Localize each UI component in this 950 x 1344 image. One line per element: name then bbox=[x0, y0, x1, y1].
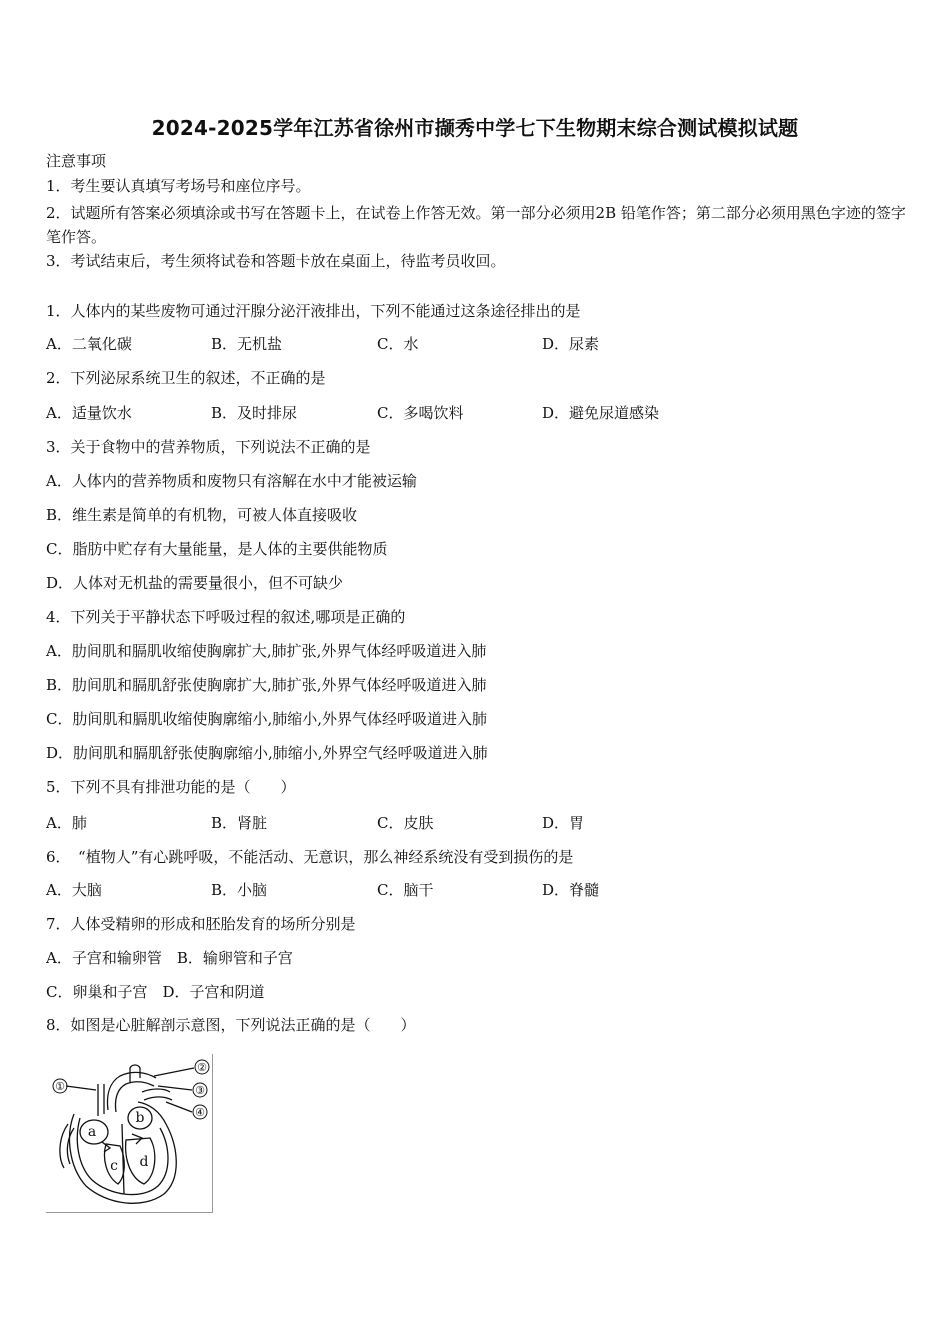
label-4: ④ bbox=[195, 1106, 205, 1119]
question-option: A．大脑 bbox=[46, 881, 102, 899]
question-option: D．人体对无机盐的需要量很小，但不可缺少 bbox=[46, 574, 344, 592]
question-option: A．适量饮水 bbox=[46, 404, 132, 422]
question-option: A．子宫和输卵管 B．输卵管和子宫 bbox=[46, 949, 293, 967]
notice-item: 3．考试结束后，考生须将试卷和答题卡放在桌面上，待监考员收回。 bbox=[46, 252, 506, 270]
question-stem: 5．下列不具有排泄功能的是（ ） bbox=[46, 778, 296, 796]
question-option: B．小脑 bbox=[211, 881, 268, 899]
question-option: C．卵巢和子宫 D．子宫和阴道 bbox=[46, 983, 265, 1001]
label-d: d bbox=[139, 1154, 149, 1170]
label-a: a bbox=[87, 1124, 97, 1140]
question-stem: 6． “植物人”有心跳呼吸，不能活动、无意识，那么神经系统没有受到损伤的是 bbox=[46, 848, 574, 866]
question-option: C．水 bbox=[377, 335, 419, 353]
question-option: A．肋间肌和膈肌收缩使胸廓扩大,肺扩张,外界气体经呼吸道进入肺 bbox=[46, 642, 487, 660]
notice-item: 1．考生要认真填写考场号和座位序号。 bbox=[46, 177, 311, 195]
question-stem: 4．下列关于平静状态下呼吸过程的叙述,哪项是正确的 bbox=[46, 608, 406, 626]
question-stem: 7．人体受精卵的形成和胚胎发育的场所分别是 bbox=[46, 915, 356, 933]
question-option: A．人体内的营养物质和废物只有溶解在水中才能被运输 bbox=[46, 472, 417, 490]
question-option: D．脊髓 bbox=[542, 881, 600, 899]
question-option: D．尿素 bbox=[542, 335, 600, 353]
heart-diagram bbox=[46, 1054, 213, 1213]
label-c: c bbox=[110, 1158, 118, 1174]
question-option: A．二氧化碳 bbox=[46, 335, 132, 353]
page-title: 2024-2025学年江苏省徐州市撷秀中学七下生物期末综合测试模拟试题 bbox=[151, 116, 799, 140]
question-option: B．维生素是简单的有机物，可被人体直接吸收 bbox=[46, 506, 358, 524]
question-option: C．肋间肌和膈肌收缩使胸廓缩小,肺缩小,外界气体经呼吸道进入肺 bbox=[46, 710, 488, 728]
question-option: B．肋间肌和膈肌舒张使胸廓扩大,肺扩张,外界气体经呼吸道进入肺 bbox=[46, 676, 487, 694]
question-option: D．避免尿道感染 bbox=[542, 404, 660, 422]
question-stem: 3．关于食物中的营养物质，下列说法不正确的是 bbox=[46, 438, 371, 456]
label-2: ② bbox=[197, 1061, 207, 1074]
question-option: C．多喝饮料 bbox=[377, 404, 464, 422]
label-3: ③ bbox=[195, 1084, 205, 1097]
question-stem: 1．人体内的某些废物可通过汗腺分泌汗液排出，下列不能通过这条途径排出的是 bbox=[46, 302, 581, 320]
question-stem: 8．如图是心脏解剖示意图，下列说法正确的是（ ） bbox=[46, 1016, 416, 1034]
question-option: C．皮肤 bbox=[377, 814, 434, 832]
question-option: D．肋间肌和膈肌舒张使胸廓缩小,肺缩小,外界空气经呼吸道进入肺 bbox=[46, 744, 488, 762]
question-option: B．及时排尿 bbox=[211, 404, 298, 422]
heart-diagram-svg bbox=[46, 1054, 212, 1212]
question-option: C．脑干 bbox=[377, 881, 434, 899]
question-option: B．无机盐 bbox=[211, 335, 283, 353]
question-option: C．脂肪中贮存有大量能量，是人体的主要供能物质 bbox=[46, 540, 388, 558]
label-1: ① bbox=[55, 1080, 65, 1093]
question-stem: 2．下列泌尿系统卫生的叙述，不正确的是 bbox=[46, 369, 326, 387]
notice-heading: 注意事项 bbox=[46, 152, 107, 170]
label-b: b bbox=[135, 1110, 145, 1126]
question-option: D．胃 bbox=[542, 814, 585, 832]
question-option: B．肾脏 bbox=[211, 814, 268, 832]
question-option: A．肺 bbox=[46, 814, 87, 832]
notice-item: 2．试题所有答案必须填涂或书写在答题卡上，在试卷上作答无效。第一部分必须用2B 铅笔作答；第二部分必须用黑色字迹的签字笔作答。 bbox=[46, 204, 906, 246]
